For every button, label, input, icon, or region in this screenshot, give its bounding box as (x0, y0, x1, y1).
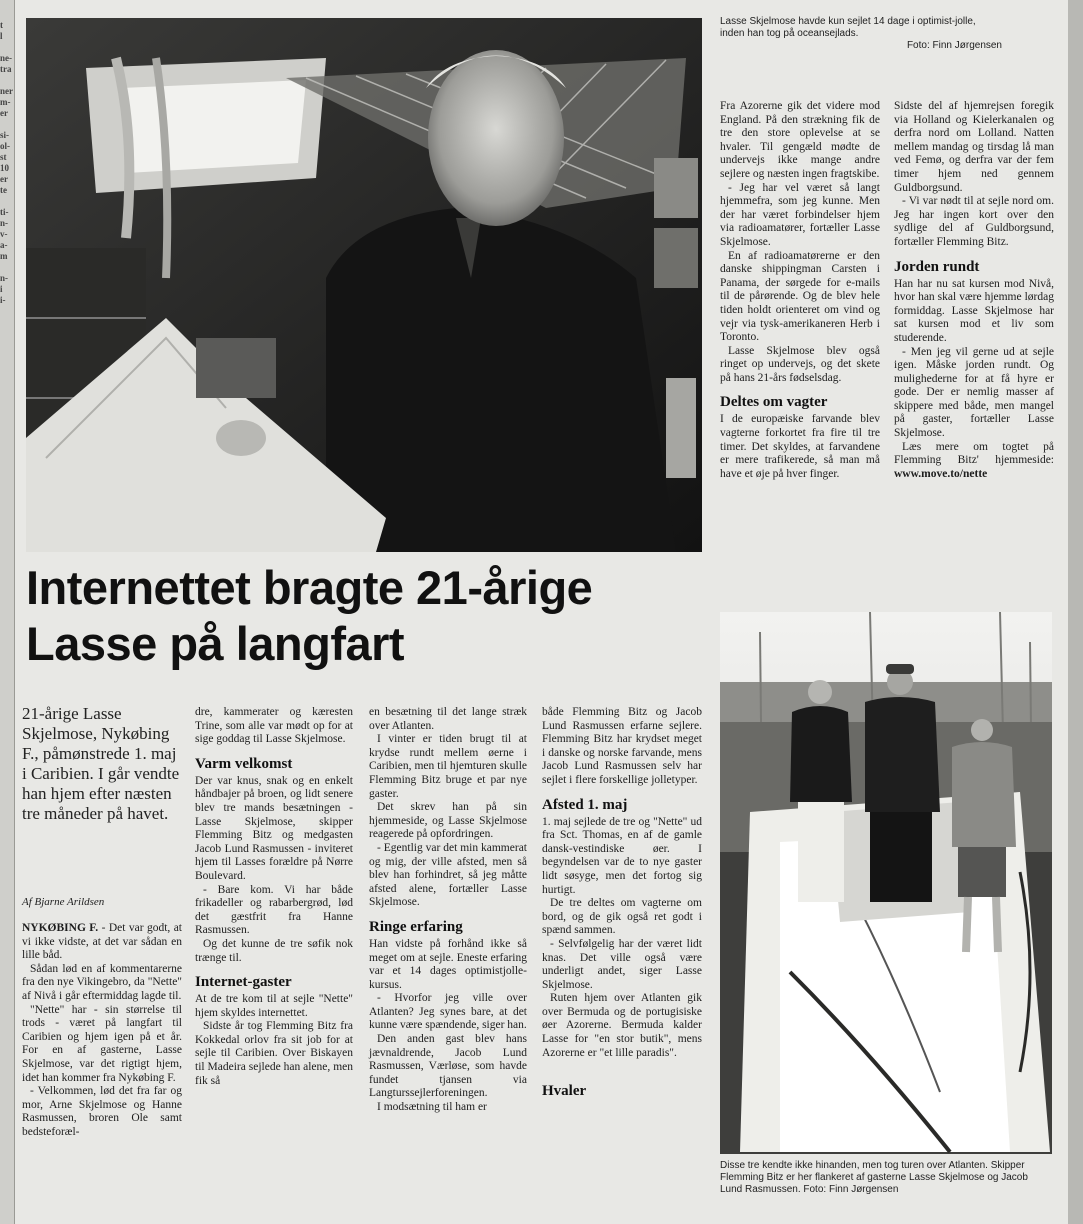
bottom-photo (720, 612, 1052, 1154)
column-5-para-1: Fra Azorerne gik det videre mod England. På den strækning fik de tre den store oplevelse at se hvaler. Til gengæld mødte de undervejs ikke mange andre sejlere og næsten ingen fragtskibe. (720, 100, 880, 180)
column-2-para-1: dre, kammerater og kæresten Trine, som alle var mødt op for at sige goddag til Lasse Skjelmose. (195, 706, 353, 746)
bottom-photo-image (720, 612, 1052, 1154)
column-3-para-1: en besætning til det lange stræk over Atlanten. (369, 706, 527, 732)
column-2-para-2: Der var knus, snak og en enkelt håndbajer på broen, og lidt senere blev tre mands besætningen - Lasse Skjelmose, skipper Flemming Bitz og medgasten Jacob Lund Rasmussen - inviteret hjem til Lasses forældre på Nørre Boulevard. (195, 774, 353, 882)
column-5 (720, 100, 880, 481)
subheading-ringe-erfaring: Ringe erfaring (369, 918, 463, 935)
column-5-para-3: En af radioamatørerne er den danske shippingman Carsten i Panama, der sørgede for e-mails til de pårørende. Og de blev hele tiden holdt orienteret om vind og vejr via tysk-amerikaneren Herb i Toronto. (720, 249, 880, 344)
subheading-internet-gaster: Internet-gaster (195, 974, 292, 991)
website-link[interactable]: www.move.to/nette (894, 467, 988, 480)
column-2 (195, 706, 353, 1088)
subheading-hvaler: Hvaler (542, 1083, 587, 1100)
column-2-para-6: Sidste år tog Flemming Bitz fra Kokkedal orlov fra sit job for at sejle til Caribien. Over Biskayen til Madeira sejlede han alene, men fik så (195, 1020, 353, 1087)
edge-text: t l ne- tra ner m- er si- ol- st 10 er te ti- n- v- a- m n- i i- (0, 20, 13, 305)
top-photo-image (26, 18, 702, 552)
top-photo-caption-text: Lasse Skjelmose havde kun sejlet 14 dage i optimist-jolle, inden han tog på oceansejlads. (720, 16, 976, 39)
bottom-photo-caption (720, 1160, 1052, 1196)
column-5-para-2: - Jeg har vel været så langt hjemmefra, som jeg kunne. Men der har været forbindelser hjem via radioamatører, fortæller Lasse Skjelmose. (720, 181, 880, 248)
subheading-afsted: Afsted 1. maj (542, 796, 628, 813)
column-4-para-4: - Selvfølgelig har der været lidt knas. Det ville også være underligt andet, siger Lasse Skjelmose. (542, 937, 702, 991)
column-3-para-6: - Hvorfor jeg ville over Atlanten? Jeg synes bare, at det kunne være spændende, siger han. (369, 992, 527, 1032)
column-3-para-2: I vinter er tiden brugt til at krydse rundt mellem øerne i Caribien, men til hjemturen skulle Flemming Bitz bruge et par nye gaster. (369, 733, 527, 800)
column-1 (22, 922, 182, 1140)
column-2-para-5: At de tre kom til at sejle "Nette" hjem skyldes internettet. (195, 993, 353, 1019)
bottom-photo-caption-text: Disse tre kendte ikke hinanden, men tog turen over Atlanten. Skipper Flemming Bitz er her flankeret af gasterne Lasse Skjelmose og Jacob Lund Rasmussen. (720, 1160, 1028, 1195)
column-3-para-7: Den anden gast blev hans jævnaldrende, Jacob Lund Rasmussen, Værløse, som havde fundet tjansen via Langturssejlerforeningen. (369, 1033, 527, 1100)
column-2-para-3: - Bare kom. Vi har både frikadeller og rabarbergrød, lød det gæstfrit fra Hanne Rasmussen. (195, 883, 353, 937)
column-4 (542, 706, 702, 1102)
column-5-para-5: I de europæiske farvande blev vagterne forkortet fra fire til tre timer. Det skyldes, at farvandene er mere trafikerede, så man må have et øje på hver finger. (720, 413, 880, 480)
column-6-para-1: Sidste del af hjemrejsen foregik via Holland og Kielerkanalen og derfra nord om Lolland. Natten mellem mandag og tirsdag lå man ved Femø, og derfra var der fem timer hjem ned gennem Guldborgsund. (894, 100, 1054, 194)
column-6-para-5 (894, 441, 1054, 482)
column-1-para-3: "Nette" har - sin størrelse til trods - været på langfart til Caribien og hjem igen på et år. For en af gasterne, Lasse Skjelmose, var det rigtigt hjem, idet han kommer fra Nykøbing F. (22, 1003, 182, 1084)
column-3-para-3: Det skrev han på sin hjemmeside, og Lasse Skjelmose reagerede på opfordringen. (369, 801, 527, 841)
column-1-para-1-text: - Det var godt, at vi ikke vidste, at det var sådan en lille båd. (22, 922, 182, 962)
column-1-para-1 (22, 922, 182, 963)
subheading-deltes-om-vagter: Deltes om vagter (720, 394, 828, 411)
dateline: NYKØBING F. (22, 922, 99, 934)
byline: Af Bjarne Arildsen (22, 896, 105, 908)
intro-text: 21-årige Lasse Skjelmose, Nykøbing F., påmønstrede 1. maj i Caribien. I går vendte han hjem efter næsten tre måneder på havet. (22, 704, 180, 823)
top-photo (26, 18, 702, 552)
column-4-para-3: De tre deltes om vagterne om bord, og de gik også ret godt i spænd sammen. (542, 897, 702, 937)
column-3-para-4: - Egentlig var det min kammerat og mig, der ville afsted, men så blev han forhindret, så jeg måtte afsted alene, fortæller Lasse Skjelmose. (369, 841, 527, 909)
column-3 (369, 706, 527, 1115)
column-6-para-4: - Men jeg vil gerne ud at sejle igen. Måske jorden rundt. Og mulighederne for at få hyre er gode. Der er nemlig masser af skippere med både, men mangel på gaster, fortæller Lasse Skjelmose. (894, 345, 1054, 440)
subheading-varm-velkomst: Varm velkomst (195, 755, 293, 772)
column-4-para-2: 1. maj sejlede de tre og "Nette" ud fra Sct. Thomas, en af de gamle dansk-vestindiske øer. I begyndelsen var de to nye gaster lidt søsyge, men det fortog sig hurtigt. (542, 815, 702, 896)
column-5-para-4: Lasse Skjelmose blev også ringet op undervejs, og det skete på hans 21-års fødselsdag. (720, 344, 880, 384)
bottom-photo-credit: Foto: Finn Jørgensen (803, 1184, 899, 1195)
column-3-para-8: I modsætning til ham er (377, 1101, 487, 1114)
top-photo-caption (720, 16, 1002, 52)
column-4-para-1: både Flemming Bitz og Jacob Lund Rasmussen erfarne sejlere. Flemming Bitz har krydset meget i danske og norske farvande, mens Jacob Lund Rasmussen selv har sejlet i flere forskellige jolletyper. (542, 706, 702, 786)
column-1-para-4: - Velkommen, lød det fra far og mor, Arne Skjelmose og Hanne Rasmussen, broren Ole samt bedsteforæl- (22, 1085, 182, 1138)
subheading-jorden-rundt: Jorden rundt (894, 258, 980, 275)
column-3-para-5: Han vidste på forhånd ikke så meget om at sejle. Eneste erfaring var et 14 dages optimistjolle-kursus. (369, 937, 527, 991)
top-photo-credit: Foto: Finn Jørgensen (906, 40, 1002, 51)
column-6 (894, 100, 1054, 481)
column-6-para-5-text: Læs mere om togtet på Flemming Bitz' hjemmeside: (894, 440, 1054, 467)
column-4-para-5: Ruten hjem over Atlanten gik over Bermuda og de portugisiske øer Azorerne. Bermuda kalder Lasse for "en stor butik", mens Azorerne er "et lille paradis". (542, 992, 702, 1059)
column-6-para-2: - Vi var nødt til at sejle nord om. Jeg har ingen kort over den sydlige del af Guldborgsund, fortæller Flemming Bitz. (894, 195, 1054, 248)
column-2-para-4: Og det kunne de tre søfik nok trænge til. (195, 937, 353, 964)
column-1-para-2: Sådan lød en af kommentarerne fra den nye Vikingebro, da "Nette" af Nivå i går eftermiddag lagde til. (22, 962, 182, 1002)
right-edge (1068, 0, 1083, 1224)
headline: Internettet bragte 21-årige Lasse på langfart (26, 561, 593, 670)
column-6-para-3: Han har nu sat kursen mod Nivå, hvor han skal være hjemme lørdag formiddag. Lasse Skjelmose har sat kursen mod et liv som studerende. (894, 277, 1054, 344)
